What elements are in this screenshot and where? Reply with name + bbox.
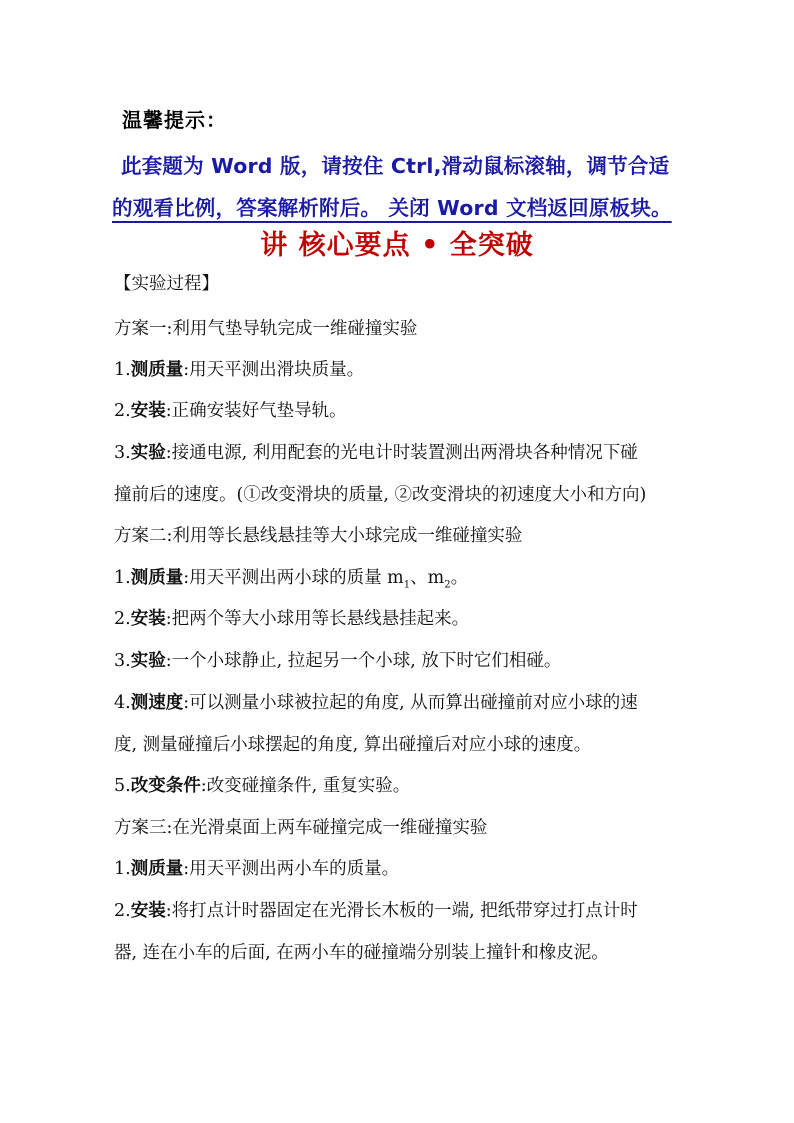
item-text: :正确安装好气垫导轨。 — [165, 401, 347, 421]
item-label: 安装 — [130, 609, 166, 629]
item-text: :用天平测出两小球的质量 m — [183, 568, 404, 588]
item-end: 。 — [450, 568, 469, 588]
item-number: 4. — [114, 693, 131, 713]
item-number: 3. — [114, 443, 131, 463]
item-number: 2. — [114, 901, 131, 921]
plan2-item-1 — [114, 564, 468, 591]
plan3-title: 方案三:在光滑桌面上两车碰撞完成一维碰撞实验 — [114, 818, 488, 838]
item-label: 测质量 — [130, 568, 184, 588]
notice-line-1: 此套题为 Word 版，请按住 Ctrl,滑动鼠标滚轴，调节合适 — [121, 154, 670, 178]
item-text: :可以测量小球被拉起的角度, 从而算出碰撞前对应小球的速 — [183, 693, 638, 713]
plan1-item-1 — [114, 356, 364, 381]
item-label: 实验 — [130, 651, 166, 671]
plan1-item-3-continued: 撞前后的速度。(①改变滑块的质量, ②改变滑块的初速度大小和方向) — [114, 485, 647, 505]
plan2-item-2 — [114, 605, 469, 630]
item-number: 2. — [114, 401, 131, 421]
item-separator: 、m — [410, 568, 445, 588]
item-text: :将打点计时器固定在光滑长木板的一端, 把纸带穿过打点计时 — [165, 901, 638, 921]
plan2-item-4 — [114, 689, 638, 714]
item-label: 安装 — [130, 401, 166, 421]
plan2-item-4-continued: 度, 测量碰撞后小球摆起的角度, 算出碰撞后对应小球的速度。 — [114, 735, 592, 755]
plan3-item-2 — [114, 897, 638, 922]
item-text: :用天平测出两小车的质量。 — [183, 859, 400, 879]
plan3-item-1 — [114, 855, 399, 880]
item-label: 改变条件 — [130, 776, 201, 796]
notice-line-2: 的观看比例，答案解析附后。 关闭 Word 文档返回原板块。 — [112, 196, 672, 220]
item-number: 2. — [114, 609, 131, 629]
plan1-item-2 — [114, 397, 347, 422]
subsection-heading: 【实验过程】 — [114, 274, 219, 294]
item-number: 3. — [114, 651, 131, 671]
subscript-1: 1 — [403, 579, 411, 591]
subscript-2: 2 — [444, 579, 451, 591]
plan1-title: 方案一:利用气垫导轨完成一维碰撞实验 — [114, 319, 418, 339]
item-text: :一个小球静止, 拉起另一个小球, 放下时它们相碰。 — [165, 651, 562, 671]
item-label: 测质量 — [130, 859, 184, 879]
section-title: 讲 核心要点 • 全突破 — [260, 230, 534, 261]
item-label: 安装 — [130, 901, 166, 921]
plan2-item-5 — [114, 772, 410, 797]
plan1-item-3 — [114, 439, 638, 464]
notice-body — [112, 145, 684, 229]
item-text: :用天平测出滑块质量。 — [183, 360, 365, 380]
item-text: :接通电源, 利用配套的光电计时装置测出两滑块各种情况下碰 — [165, 443, 638, 463]
item-number: 1. — [114, 568, 131, 588]
item-text: :改变碰撞条件, 重复实验。 — [200, 776, 411, 796]
item-label: 测速度 — [130, 693, 184, 713]
plan3-item-2-continued: 器, 连在小车的后面, 在两小车的碰撞端分别装上撞针和橡皮泥。 — [114, 943, 609, 963]
notice-title: 温馨提示： — [122, 108, 227, 132]
item-number: 1. — [114, 360, 131, 380]
item-number: 1. — [114, 859, 131, 879]
plan2-title: 方案二:利用等长悬线悬挂等大小球完成一维碰撞实验 — [114, 526, 523, 546]
item-label: 实验 — [130, 443, 166, 463]
item-text: :把两个等大小球用等长悬线悬挂起来。 — [165, 609, 470, 629]
item-label: 测质量 — [130, 360, 184, 380]
item-number: 5. — [114, 776, 131, 796]
plan2-item-3 — [114, 647, 561, 672]
